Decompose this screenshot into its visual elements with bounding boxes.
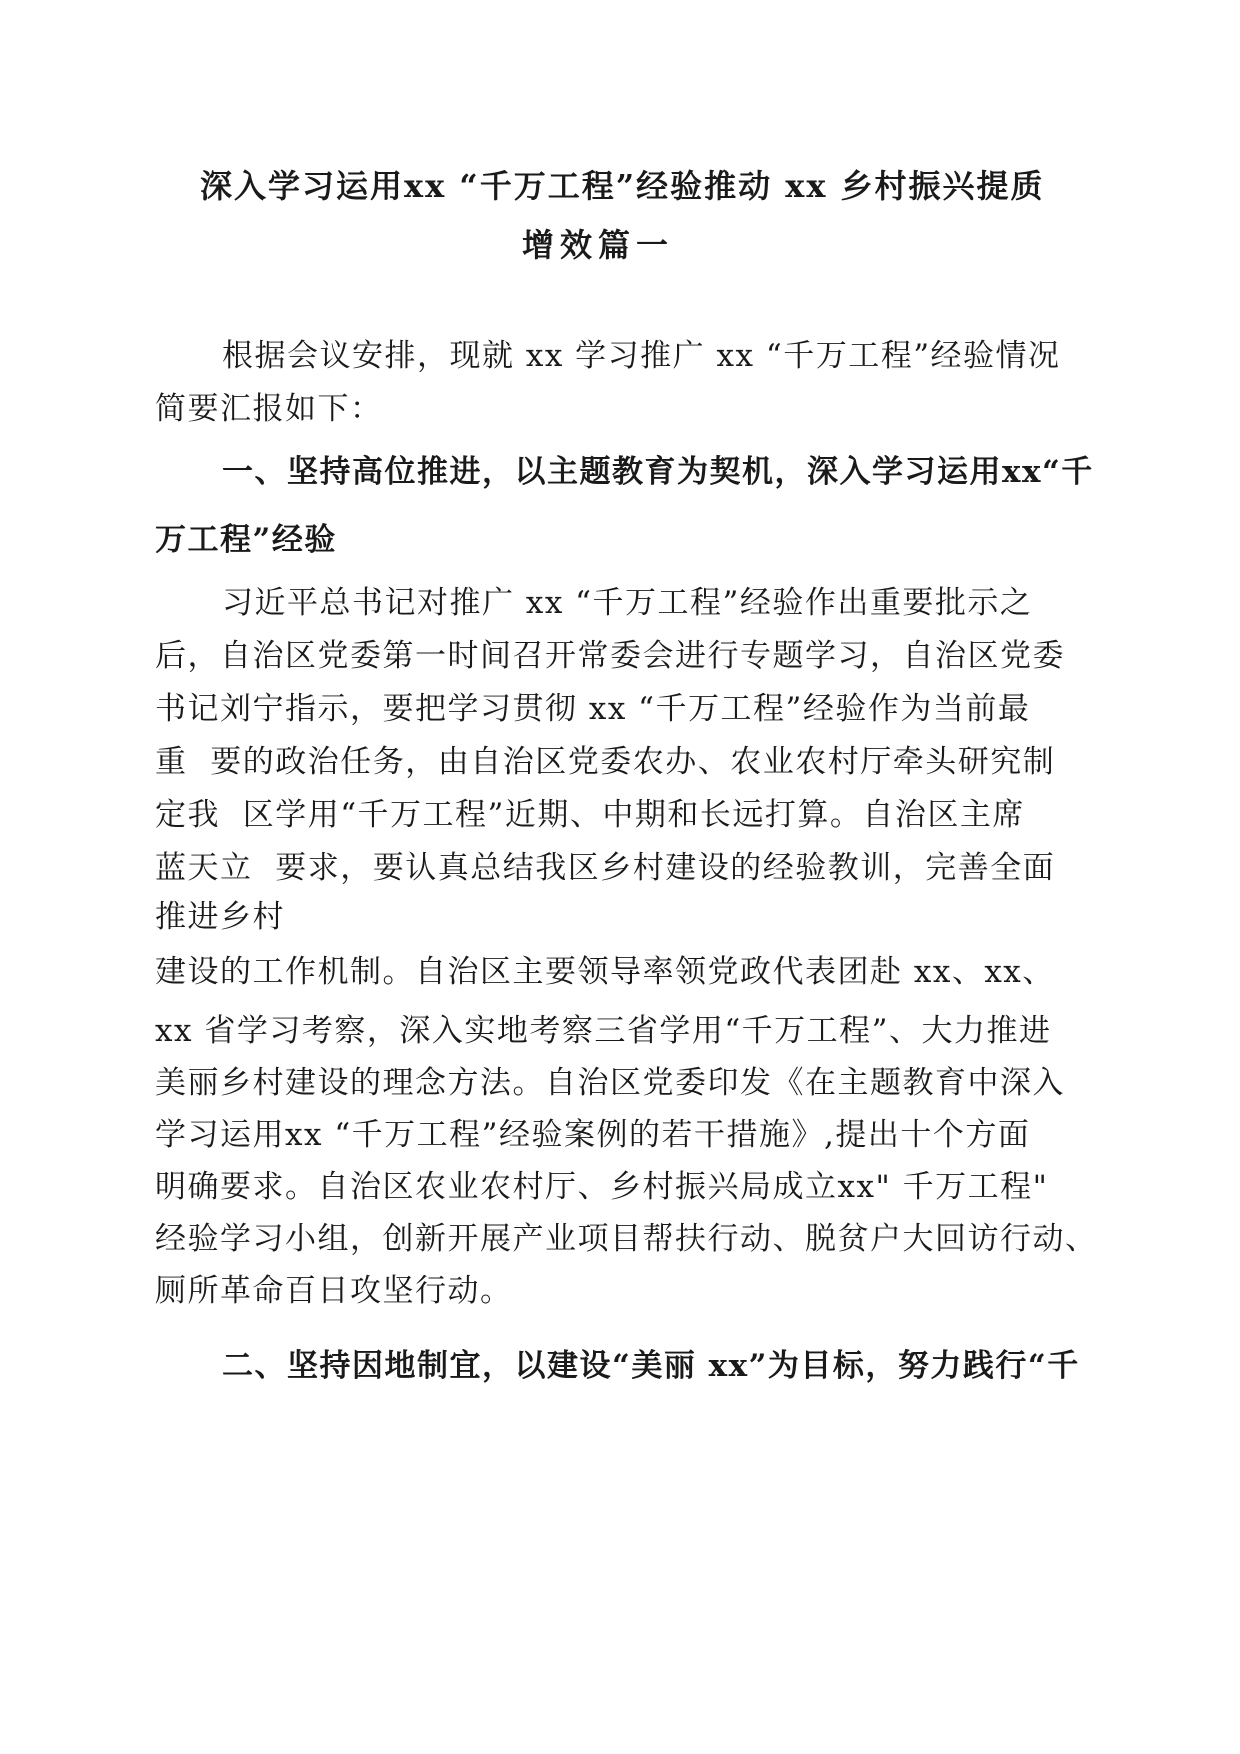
document-title-line-1: 深入学习运用xx “千万工程”经验推动 xx 乡村振兴提质 bbox=[200, 167, 1045, 205]
section-1-body-line-12: 明确要求。自治区农业农村厅、乡村振兴局成立xx" 千万工程" bbox=[155, 1169, 1049, 1205]
section-1-body-line-1: 习近平总书记对推广 xx “千万工程”经验作出重要批示之 bbox=[222, 585, 1033, 621]
intro-line-2: 简要汇报如下： bbox=[155, 391, 383, 427]
section-1-body-line-5: 定我 区学用“千万工程”近期、中期和长远打算。自治区主席 bbox=[155, 797, 1025, 833]
section-1-body-line-11: 学习运用xx “千万工程”经验案例的若干措施》,提出十个方面 bbox=[155, 1117, 1031, 1153]
section-1-body-line-2: 后，自治区党委第一时间召开常委会进行专题学习，自治区党委 bbox=[155, 638, 1065, 674]
section-1-body-line-7: 推进乡村 bbox=[155, 899, 285, 935]
document-title-line-2: 增效篇一 bbox=[522, 226, 675, 264]
section-1-body-line-3: 书记刘宁指示，要把学习贯彻 xx “千万工程”经验作为当前最 bbox=[155, 691, 1031, 727]
section-1-heading-line-1: 一、坚持高位推进，以主题教育为契机，深入学习运用xx“千 bbox=[222, 454, 1094, 490]
section-1-body-line-4: 重 要的政治任务，由自治区党委农办、农业农村厅牵头研究制 bbox=[155, 744, 1056, 780]
section-2-heading-line-1: 二、坚持因地制宜，以建设“美丽 xx”为目标，努力践行“千 bbox=[222, 1348, 1080, 1384]
section-1-body-line-8: 建设的工作机制。自治区主要领导率领党政代表团赴 xx、xx、 bbox=[155, 954, 1055, 990]
section-1-body-line-9: xx 省学习考察，深入实地考察三省学用“千万工程”、大力推进 bbox=[155, 1013, 1052, 1049]
section-1-body-line-10: 美丽乡村建设的理念方法。自治区党委印发《在主题教育中深入 bbox=[155, 1065, 1065, 1101]
section-1-body-line-13: 经验学习小组，创新开展产业项目帮扶行动、脱贫户大回访行动、 bbox=[155, 1221, 1098, 1257]
section-1-body-line-6: 蓝天立 要求，要认真总结我区乡村建设的经验教训，完善全面 bbox=[155, 850, 1056, 886]
section-1-heading-line-2: 万工程”经验 bbox=[155, 522, 337, 558]
section-1-body-line-14: 厕所革命百日攻坚行动。 bbox=[155, 1273, 513, 1309]
intro-line-1: 根据会议安排，现就 xx 学习推广 xx “千万工程”经验情况 bbox=[222, 338, 1061, 374]
